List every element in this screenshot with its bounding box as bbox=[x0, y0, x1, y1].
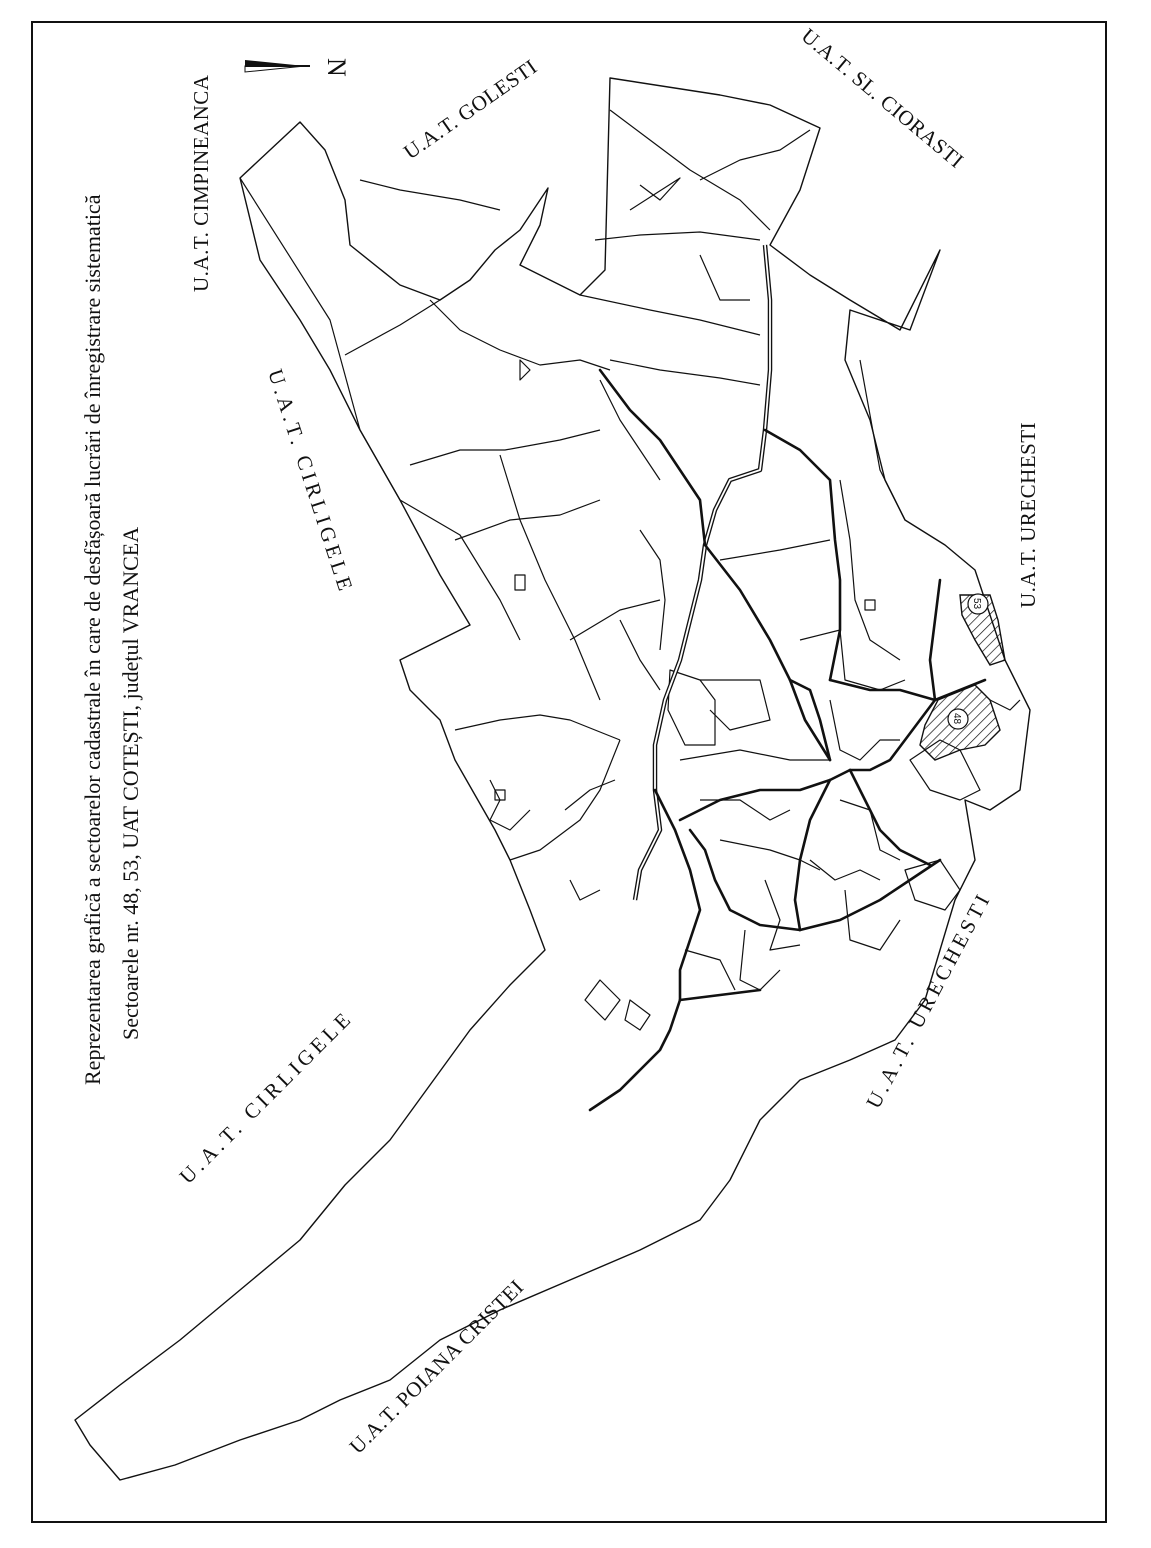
sector-53-label: 53 bbox=[971, 598, 982, 610]
label-uat-sl-ciorasti: U.A.T. SL. CIORASTI bbox=[796, 23, 969, 173]
uat-boundary bbox=[75, 78, 1030, 1480]
label-uat-cimpineanca: U.A.T. CIMPINEANCA bbox=[189, 74, 213, 292]
sector-48 bbox=[920, 685, 1000, 760]
north-arrow-icon bbox=[245, 58, 351, 77]
parcel-lines bbox=[240, 110, 1020, 1030]
label-uat-cirligele-upper: U.A.T. CIRLIGELE bbox=[263, 366, 359, 598]
sector-48-label: 48 bbox=[951, 713, 962, 725]
label-uat-cirligele-lower: U.A.T. CIRLIGELE bbox=[174, 1005, 358, 1189]
north-arrow-letter: N bbox=[322, 58, 351, 78]
sector-53 bbox=[960, 594, 1005, 665]
title-line-1: Reprezentarea grafică a sectoarelor cadastrale în care de desfășoară lucrări de înregistrare sistematică bbox=[80, 194, 105, 1085]
title-line-2: Sectoarele nr. 48, 53, UAT COTEȘTI, județul VRANCEA bbox=[118, 526, 143, 1040]
label-uat-poiana-cristei: U.A.T. POIANA CRISTEI bbox=[344, 1274, 529, 1459]
map-title bbox=[80, 194, 143, 1085]
label-uat-golesti: U.A.T. GOLESTI bbox=[399, 54, 542, 165]
label-uat-urechesti-upper: U.A.T. URECHESTI bbox=[1016, 421, 1040, 608]
label-uat-urechesti-lower: U.A.T. URECHESTI bbox=[861, 887, 997, 1113]
